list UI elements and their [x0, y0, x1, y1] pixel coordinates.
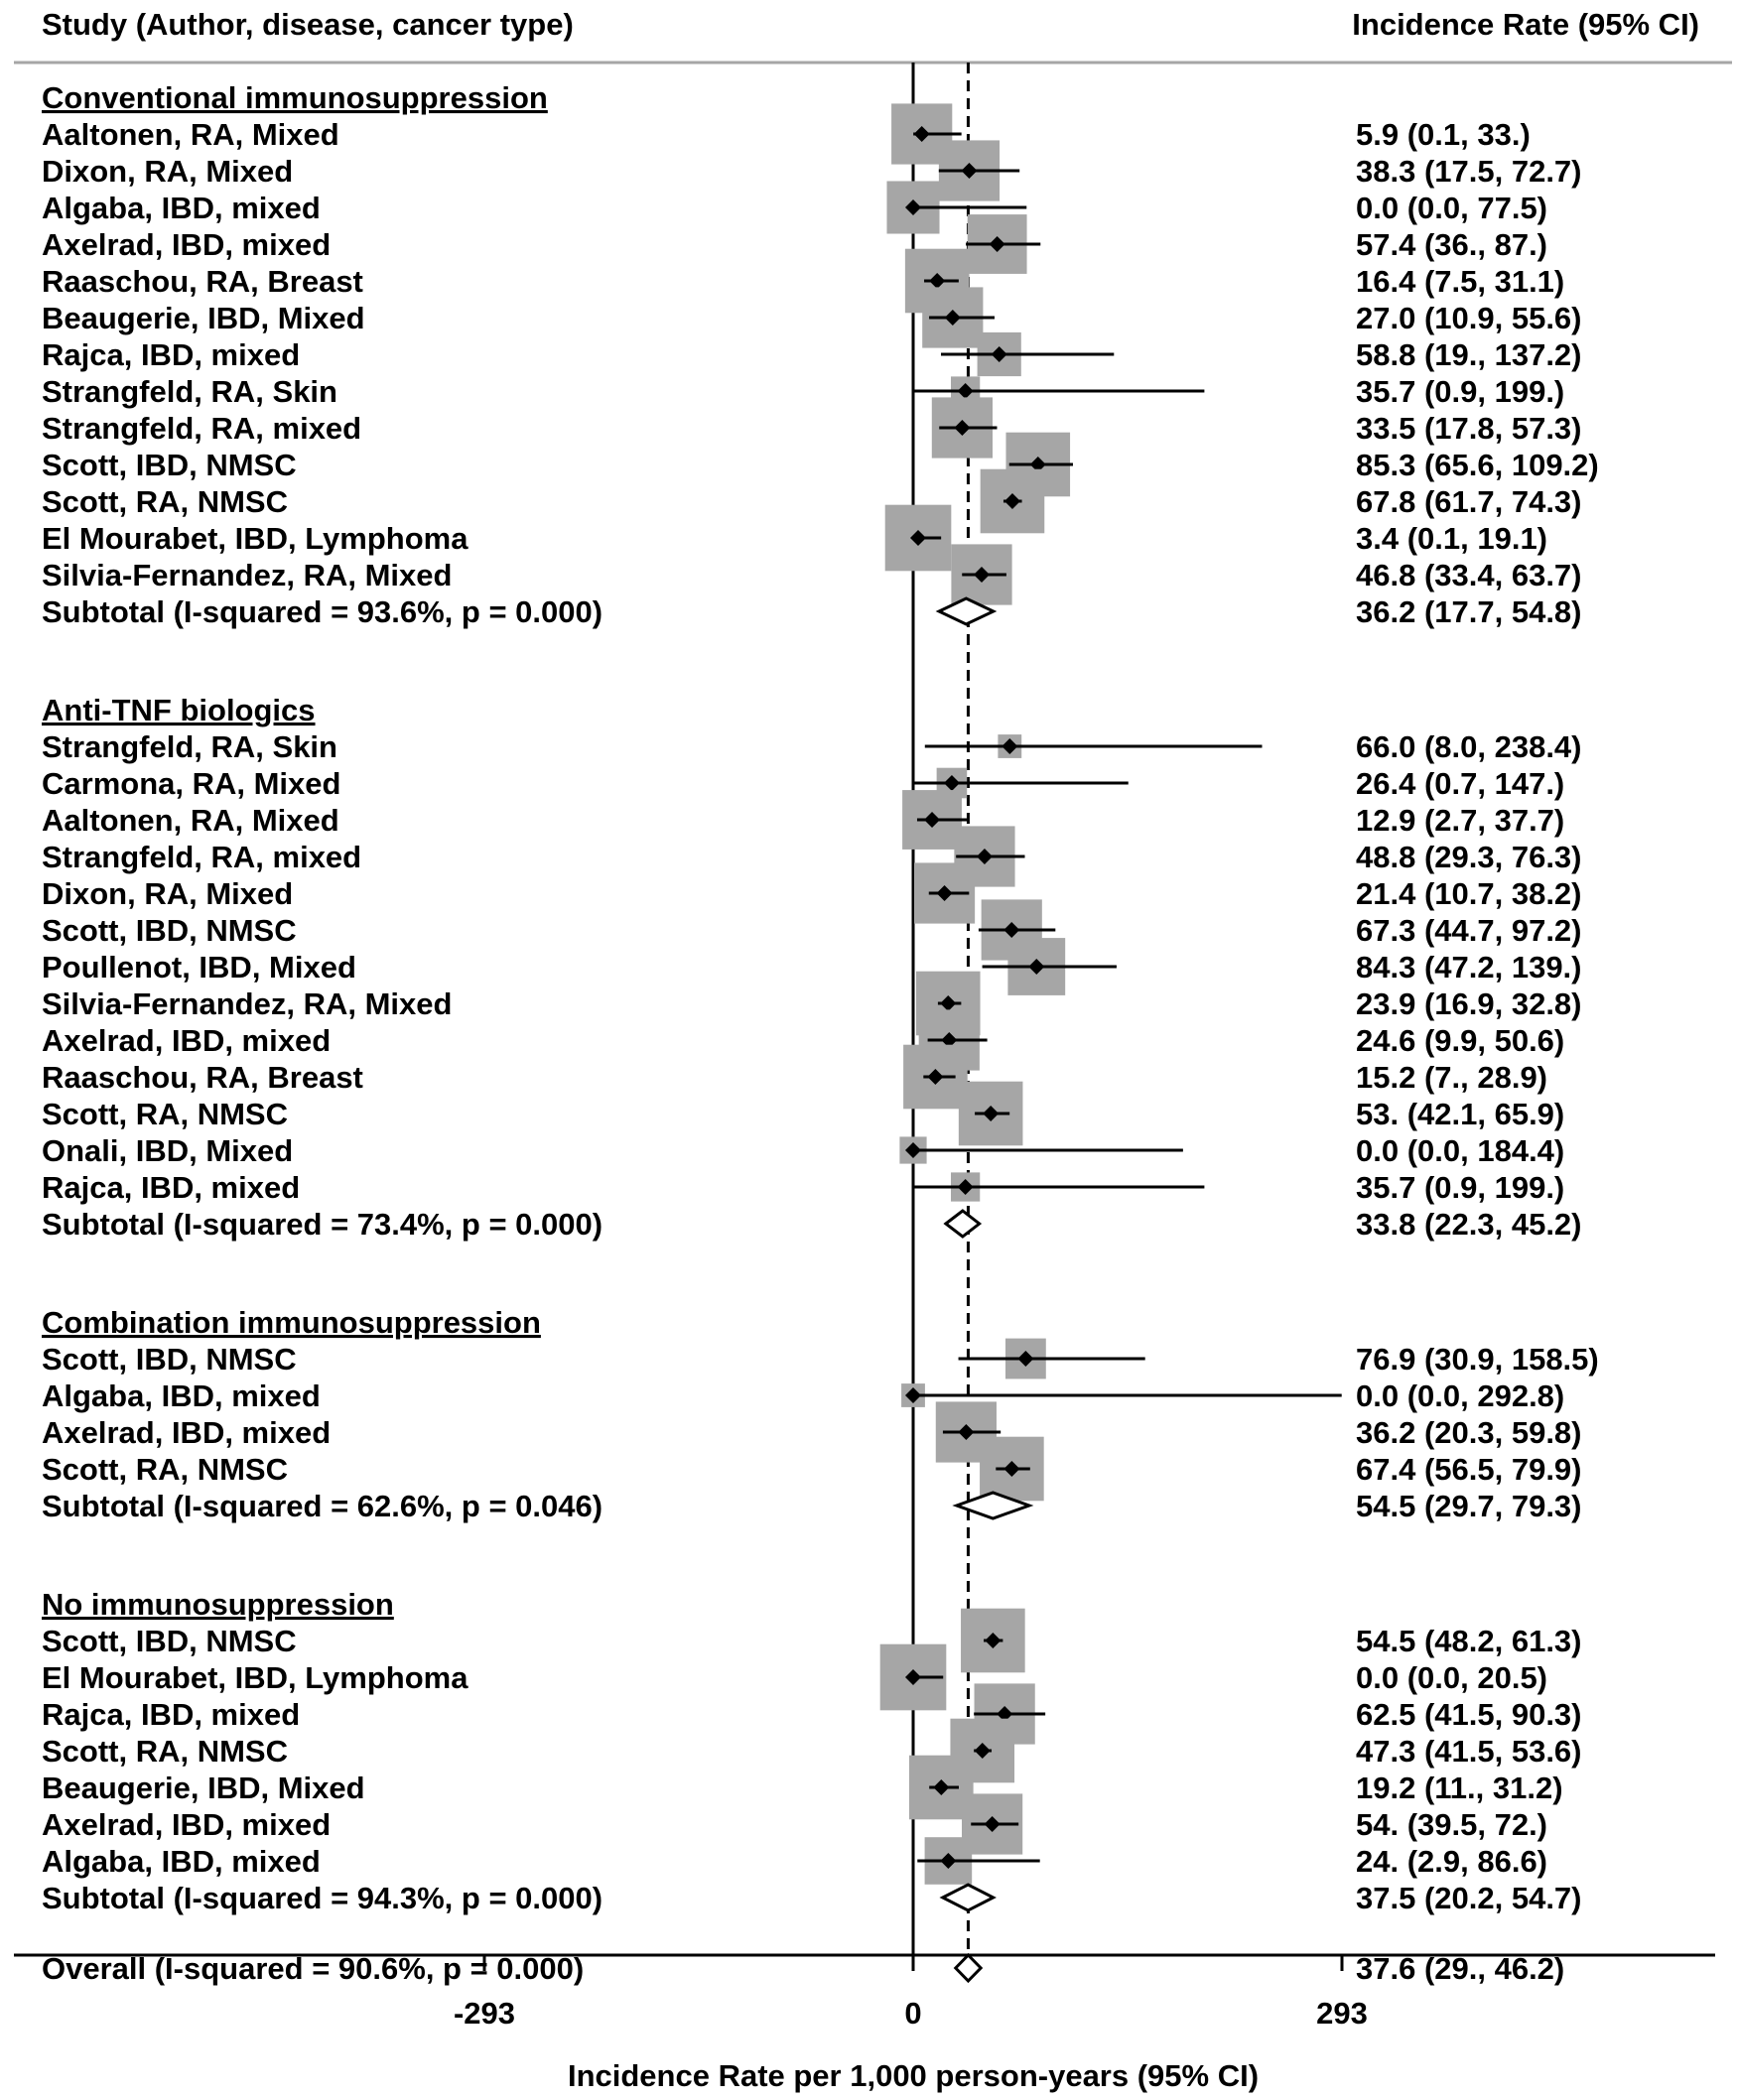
- study-ci-text: 58.8 (19., 137.2): [1356, 337, 1582, 372]
- study-ci-text: 46.8 (33.4, 63.7): [1356, 558, 1582, 592]
- study-label: Strangfeld, RA, Skin: [42, 729, 337, 764]
- study-ci-text: 26.4 (0.7, 147.): [1356, 766, 1565, 801]
- study-label: Aaltonen, RA, Mixed: [42, 117, 339, 152]
- study-label: El Mourabet, IBD, Lymphoma: [42, 1660, 468, 1695]
- subtotal-label: Subtotal (I-squared = 73.4%, p = 0.000): [42, 1207, 603, 1242]
- study-label: Axelrad, IBD, mixed: [42, 1415, 332, 1450]
- overall-label: Overall (I-squared = 90.6%, p = 0.000): [42, 1951, 585, 1986]
- study-ci-text: 84.3 (47.2, 139.): [1356, 950, 1582, 984]
- study-ci-text: 53. (42.1, 65.9): [1356, 1097, 1565, 1131]
- study-label: El Mourabet, IBD, Lymphoma: [42, 521, 468, 556]
- study-label: Rajca, IBD, mixed: [42, 337, 301, 372]
- study-label: Aaltonen, RA, Mixed: [42, 803, 339, 838]
- study-label: Scott, RA, NMSC: [42, 1734, 288, 1769]
- plot-rows: [42, 63, 1599, 1986]
- study-label: Scott, RA, NMSC: [42, 484, 288, 519]
- study-ci-text: 0.0 (0.0, 77.5): [1356, 191, 1548, 225]
- study-ci-text: 33.5 (17.8, 57.3): [1356, 411, 1582, 446]
- study-label: Algaba, IBD, mixed: [42, 191, 321, 225]
- study-label: Scott, IBD, NMSC: [42, 448, 297, 482]
- study-label: Carmona, RA, Mixed: [42, 766, 341, 801]
- study-label: Rajca, IBD, mixed: [42, 1697, 301, 1732]
- study-label: Axelrad, IBD, mixed: [42, 1023, 332, 1058]
- study-label: Silvia-Fernandez, RA, Mixed: [42, 558, 453, 592]
- study-label: Beaugerie, IBD, Mixed: [42, 1771, 365, 1805]
- subtotal-ci-text: 37.5 (20.2, 54.7): [1356, 1881, 1582, 1915]
- study-label: Axelrad, IBD, mixed: [42, 1807, 332, 1842]
- study-ci-text: 24.6 (9.9, 50.6): [1356, 1023, 1565, 1058]
- study-label: Scott, IBD, NMSC: [42, 913, 297, 948]
- study-label: Strangfeld, RA, mixed: [42, 411, 362, 446]
- subtotal-ci-text: 36.2 (17.7, 54.8): [1356, 594, 1582, 629]
- study-label: Scott, IBD, NMSC: [42, 1624, 297, 1658]
- study-ci-text: 47.3 (41.5, 53.6): [1356, 1734, 1582, 1769]
- study-ci-text: 66.0 (8.0, 238.4): [1356, 729, 1582, 764]
- study-label: Axelrad, IBD, mixed: [42, 227, 332, 262]
- study-ci-text: 15.2 (7., 28.9): [1356, 1060, 1548, 1095]
- study-ci-text: 3.4 (0.1, 19.1): [1356, 521, 1548, 556]
- study-label: Beaugerie, IBD, Mixed: [42, 301, 365, 335]
- x-ticks: [454, 1955, 1368, 2031]
- study-label: Algaba, IBD, mixed: [42, 1378, 321, 1413]
- subtotal-ci-text: 33.8 (22.3, 45.2): [1356, 1207, 1582, 1242]
- study-ci-text: 5.9 (0.1, 33.): [1356, 117, 1531, 152]
- subtotal-label: Subtotal (I-squared = 62.6%, p = 0.046): [42, 1489, 603, 1523]
- study-ci-text: 0.0 (0.0, 292.8): [1356, 1378, 1565, 1413]
- study-ci-text: 67.3 (44.7, 97.2): [1356, 913, 1582, 948]
- subtotal-label: Subtotal (I-squared = 94.3%, p = 0.000): [42, 1881, 603, 1915]
- study-ci-text: 57.4 (36., 87.): [1356, 227, 1548, 262]
- subtotal-diamond: [943, 1885, 994, 1910]
- subtotal-ci-text: 54.5 (29.7, 79.3): [1356, 1489, 1582, 1523]
- group-title: Conventional immunosuppression: [42, 80, 548, 115]
- study-ci-text: 24. (2.9, 86.6): [1356, 1844, 1548, 1879]
- group-title: Combination immunosuppression: [42, 1305, 541, 1340]
- study-ci-text: 62.5 (41.5, 90.3): [1356, 1697, 1582, 1732]
- study-label: Strangfeld, RA, Skin: [42, 374, 337, 409]
- study-label: Dixon, RA, Mixed: [42, 154, 294, 189]
- study-label: Scott, RA, NMSC: [42, 1452, 288, 1487]
- x-axis-label: Incidence Rate per 1,000 person-years (95% CI): [567, 2058, 1260, 2093]
- study-label: Onali, IBD, Mixed: [42, 1133, 294, 1168]
- study-ci-text: 38.3 (17.5, 72.7): [1356, 154, 1582, 189]
- study-label: Dixon, RA, Mixed: [42, 876, 294, 911]
- study-label: Scott, RA, NMSC: [42, 1097, 288, 1131]
- subtotal-diamond: [946, 1211, 980, 1237]
- study-ci-text: 67.4 (56.5, 79.9): [1356, 1452, 1582, 1487]
- group-title: Anti-TNF biologics: [42, 693, 316, 727]
- study-ci-text: 54. (39.5, 72.): [1356, 1807, 1548, 1842]
- study-ci-text: 35.7 (0.9, 199.): [1356, 1170, 1565, 1205]
- study-ci-text: 67.8 (61.7, 74.3): [1356, 484, 1582, 519]
- overall-ci-text: 37.6 (29., 46.2): [1356, 1951, 1565, 1986]
- subtotal-label: Subtotal (I-squared = 93.6%, p = 0.000): [42, 594, 603, 629]
- study-label: Raaschou, RA, Breast: [42, 264, 363, 299]
- header-study: Study (Author, disease, cancer type): [42, 7, 574, 42]
- study-ci-text: 54.5 (48.2, 61.3): [1356, 1624, 1582, 1658]
- study-ci-text: 16.4 (7.5, 31.1): [1356, 264, 1565, 299]
- overall-diamond: [956, 1955, 981, 1981]
- study-ci-text: 48.8 (29.3, 76.3): [1356, 840, 1582, 874]
- study-ci-text: 35.7 (0.9, 199.): [1356, 374, 1565, 409]
- study-label: Algaba, IBD, mixed: [42, 1844, 321, 1879]
- study-label: Raaschou, RA, Breast: [42, 1060, 363, 1095]
- study-ci-text: 76.9 (30.9, 158.5): [1356, 1342, 1599, 1377]
- study-ci-text: 0.0 (0.0, 184.4): [1356, 1133, 1565, 1168]
- group-title: No immunosuppression: [42, 1587, 394, 1622]
- study-ci-text: 0.0 (0.0, 20.5): [1356, 1660, 1548, 1695]
- study-ci-text: 85.3 (65.6, 109.2): [1356, 448, 1599, 482]
- study-label: Scott, IBD, NMSC: [42, 1342, 297, 1377]
- study-ci-text: 12.9 (2.7, 37.7): [1356, 803, 1565, 838]
- study-label: Silvia-Fernandez, RA, Mixed: [42, 986, 453, 1021]
- study-ci-text: 36.2 (20.3, 59.8): [1356, 1415, 1582, 1450]
- x-tick-label: -293: [453, 1996, 516, 2031]
- study-ci-text: 19.2 (11., 31.2): [1356, 1771, 1563, 1805]
- x-tick-label: 0: [904, 1996, 922, 2031]
- study-ci-text: 27.0 (10.9, 55.6): [1356, 301, 1582, 335]
- study-label: Strangfeld, RA, mixed: [42, 840, 362, 874]
- header-rate: Incidence Rate (95% CI): [1352, 7, 1699, 42]
- study-ci-text: 21.4 (10.7, 38.2): [1356, 876, 1582, 911]
- study-ci-text: 23.9 (16.9, 32.8): [1356, 986, 1582, 1021]
- study-label: Rajca, IBD, mixed: [42, 1170, 301, 1205]
- study-label: Poullenot, IBD, Mixed: [42, 950, 356, 984]
- x-tick-label: 293: [1316, 1996, 1368, 2031]
